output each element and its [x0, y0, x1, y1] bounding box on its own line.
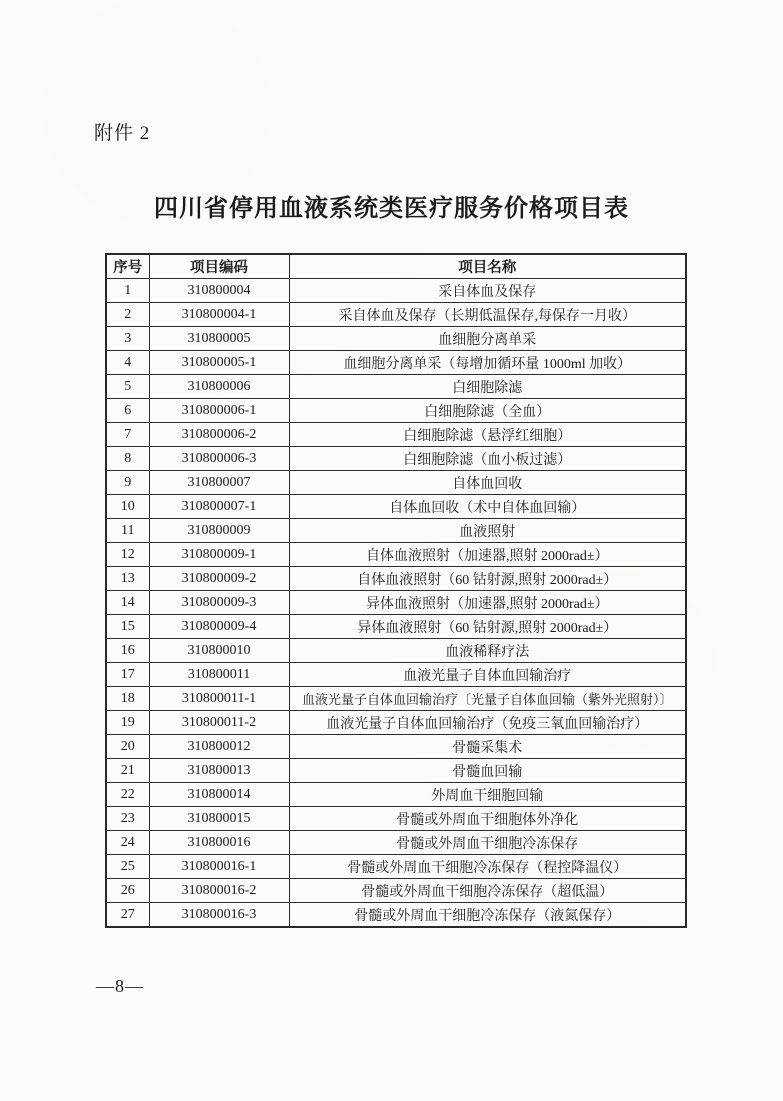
code-cell: 310800009-2 [149, 567, 289, 591]
attachment-label: 附件 2 [94, 123, 151, 144]
serial-cell: 23 [106, 807, 149, 831]
table-row [106, 327, 686, 351]
name-cell: 自体血液照射（加速器,照射 2000rad±） [289, 543, 686, 567]
table-row [106, 543, 686, 567]
code-cell: 310800006 [149, 375, 289, 399]
name-cell: 骨髓或外周血干细胞冷冻保存（液氮保存） [289, 903, 686, 928]
table-row [106, 663, 686, 687]
price-items-table [105, 253, 687, 928]
serial-cell: 24 [106, 831, 149, 855]
code-cell: 310800015 [149, 807, 289, 831]
page-title: 四川省停用血液系统类医疗服务价格项目表 [154, 196, 629, 222]
code-cell: 310800011-1 [149, 687, 289, 711]
name-cell: 骨髓或外周血干细胞冷冻保存（程控降温仪） [289, 855, 686, 879]
serial-cell: 18 [106, 687, 149, 711]
code-cell: 310800016 [149, 831, 289, 855]
name-cell: 白细胞除滤（悬浮红细胞） [289, 423, 686, 447]
code-cell: 310800010 [149, 639, 289, 663]
name-cell: 采自体血及保存（长期低温保存,每保存一月收） [289, 303, 686, 327]
serial-cell: 9 [106, 471, 149, 495]
table-body [106, 279, 686, 928]
code-cell: 310800009-3 [149, 591, 289, 615]
table-row [106, 303, 686, 327]
table-row [106, 519, 686, 543]
table-row [106, 447, 686, 471]
serial-cell: 3 [106, 327, 149, 351]
serial-cell: 14 [106, 591, 149, 615]
serial-cell: 8 [106, 447, 149, 471]
serial-cell: 12 [106, 543, 149, 567]
table-row [106, 423, 686, 447]
name-cell: 血液稀释疗法 [289, 639, 686, 663]
code-cell: 310800016-1 [149, 855, 289, 879]
serial-cell: 27 [106, 903, 149, 928]
code-cell: 310800006-3 [149, 447, 289, 471]
code-cell: 310800016-2 [149, 879, 289, 903]
serial-cell: 4 [106, 351, 149, 375]
code-cell: 310800012 [149, 735, 289, 759]
serial-cell: 22 [106, 783, 149, 807]
serial-cell: 13 [106, 567, 149, 591]
serial-cell: 10 [106, 495, 149, 519]
name-cell: 血液光量子自体血回输治疗 [289, 663, 686, 687]
serial-cell: 16 [106, 639, 149, 663]
table-row [106, 687, 686, 711]
table-row [106, 399, 686, 423]
name-cell: 自体血液照射（60 钴射源,照射 2000rad±） [289, 567, 686, 591]
table-row [106, 831, 686, 855]
table-row [106, 615, 686, 639]
name-cell: 血细胞分离单采（每增加循环量 1000ml 加收） [289, 351, 686, 375]
page-number: —8— [96, 976, 144, 996]
name-cell: 外周血干细胞回输 [289, 783, 686, 807]
name-cell: 血细胞分离单采 [289, 327, 686, 351]
table-row [106, 735, 686, 759]
code-cell: 310800005 [149, 327, 289, 351]
serial-cell: 21 [106, 759, 149, 783]
code-cell: 310800009-1 [149, 543, 289, 567]
serial-cell: 2 [106, 303, 149, 327]
table-row [106, 783, 686, 807]
table-row [106, 279, 686, 303]
code-cell: 310800011 [149, 663, 289, 687]
name-cell: 异体血液照射（加速器,照射 2000rad±） [289, 591, 686, 615]
serial-cell: 6 [106, 399, 149, 423]
serial-cell: 1 [106, 279, 149, 303]
serial-cell: 19 [106, 711, 149, 735]
name-cell: 骨髓或外周血干细胞冷冻保存（超低温） [289, 879, 686, 903]
name-cell: 自体血回收（术中自体血回输） [289, 495, 686, 519]
table-row [106, 879, 686, 903]
code-cell: 310800004-1 [149, 303, 289, 327]
code-cell: 310800016-3 [149, 903, 289, 928]
name-cell: 骨髓血回输 [289, 759, 686, 783]
name-cell: 骨髓或外周血干细胞冷冻保存 [289, 831, 686, 855]
table-row [106, 351, 686, 375]
serial-cell: 26 [106, 879, 149, 903]
name-cell: 血液光量子自体血回输治疗〔光量子自体血回输（紫外光照射）〕 [289, 687, 686, 711]
name-cell: 骨髓采集术 [289, 735, 686, 759]
code-cell: 310800006-1 [149, 399, 289, 423]
code-cell: 310800014 [149, 783, 289, 807]
code-cell: 310800009-4 [149, 615, 289, 639]
serial-cell: 11 [106, 519, 149, 543]
name-cell: 自体血回收 [289, 471, 686, 495]
code-cell: 310800005-1 [149, 351, 289, 375]
name-cell: 采自体血及保存 [289, 279, 686, 303]
table-row [106, 495, 686, 519]
code-cell: 310800009 [149, 519, 289, 543]
name-cell: 血液光量子自体血回输治疗（免疫三氧血回输治疗） [289, 711, 686, 735]
code-cell: 310800004 [149, 279, 289, 303]
serial-cell: 7 [106, 423, 149, 447]
serial-cell: 17 [106, 663, 149, 687]
serial-cell: 25 [106, 855, 149, 879]
serial-cell: 15 [106, 615, 149, 639]
name-cell: 白细胞除滤（全血） [289, 399, 686, 423]
table-row [106, 759, 686, 783]
code-cell: 310800006-2 [149, 423, 289, 447]
serial-cell: 20 [106, 735, 149, 759]
table-row [106, 567, 686, 591]
code-cell: 310800007-1 [149, 495, 289, 519]
name-cell: 白细胞除滤 [289, 375, 686, 399]
table-row [106, 807, 686, 831]
table-row [106, 591, 686, 615]
table-row [106, 711, 686, 735]
code-cell: 310800013 [149, 759, 289, 783]
name-cell: 骨髓或外周血干细胞体外净化 [289, 807, 686, 831]
table-row [106, 903, 686, 928]
table-header-row [106, 254, 686, 279]
name-cell: 异体血液照射（60 钴射源,照射 2000rad±） [289, 615, 686, 639]
table-row [106, 375, 686, 399]
serial-cell: 5 [106, 375, 149, 399]
table-row [106, 471, 686, 495]
column-header-name: 项目名称 [289, 254, 686, 279]
name-cell: 白细胞除滤（血小板过滤） [289, 447, 686, 471]
column-header-code: 项目编码 [149, 254, 289, 279]
code-cell: 310800011-2 [149, 711, 289, 735]
name-cell: 血液照射 [289, 519, 686, 543]
table-row [106, 639, 686, 663]
code-cell: 310800007 [149, 471, 289, 495]
table-row [106, 855, 686, 879]
column-header-serial: 序号 [106, 254, 149, 279]
